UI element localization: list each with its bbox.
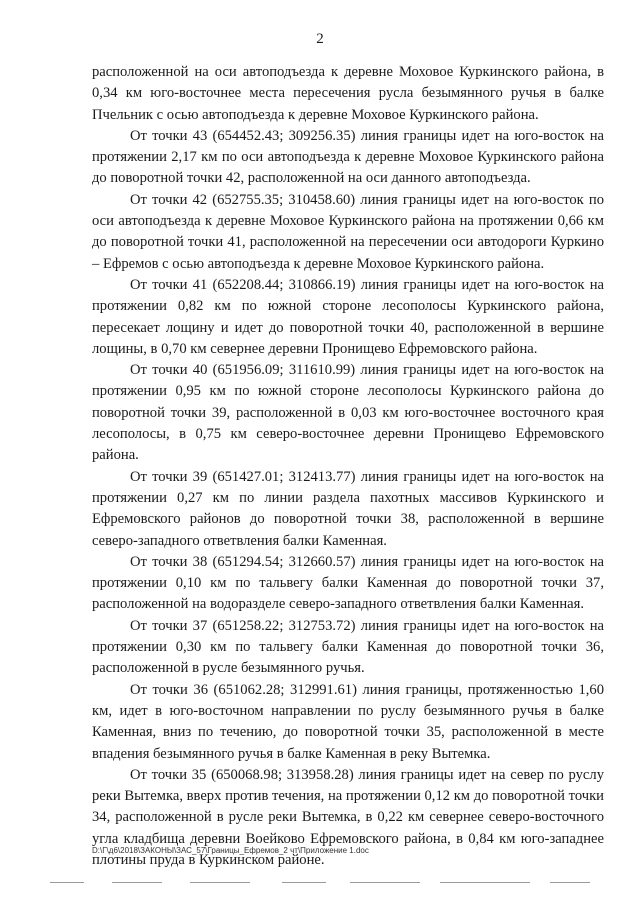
scan-mark [550,882,590,883]
scan-mark [440,882,530,883]
paragraph-point-36: От точки 36 (651062.28; 312991.61) линия границы, протяженностью 1,60 км, идет в юго-восточном направлении по руслу безымянного ручья в балке Каменная, вниз по течению, до поворотной точки 35, расположенной в месте впадения безымянного ручья в балке Каменная в реку Вытемка. [92,681,604,762]
scan-artifacts [20,880,620,886]
paragraph-point-42: От точки 42 (652755.35; 310458.60) линия границы идет на юго-восток по оси автоподъезда к деревне Моховое Куркинского района на протяжении 0,66 км до поворотной точки 41, расположенной на пересечении оси автодороги Куркино – Ефремов с осью автоподъезда к деревне Моховое Куркинского района. [92,191,604,272]
document-body [92,62,604,871]
paragraph-point-41: От точки 41 (652208.44; 310866.19) линия границы идет на юго-восток на протяжении 0,82 км по южной стороне лесополосы Куркинского района, пересекает лощину и идет до поворотной точки 40, расположенной в вершине лощины, в 0,70 км севернее деревни Пронищево Ефремовского района. [92,276,604,357]
scan-mark [350,882,420,883]
scan-mark [190,882,250,883]
paragraph-point-39: От точки 39 (651427.01; 312413.77) линия границы идет на юго-восток на протяжении 0,27 км по линии раздела пахотных массивов Куркинского и Ефремовского районов до поворотной точки 38, расположенной в вершине северо-западного ответвления балки Каменная. [92,468,604,549]
scan-mark [112,882,162,883]
paragraph-point-35: От точки 35 (650068.98; 313958.28) линия границы идет на север по руслу реки Вытемка, вверх против течения, на протяжении 0,12 км до поворотной точки 34, расположенной в русле реки Вытемка, в 0,22 км севернее северо-восточного угла кладбища деревни Воейково Ефремовского района, в 0,84 км юго-западнее плотины пруда в Куркинском районе. [92,766,604,868]
paragraph-point-43: От точки 43 (654452.43; 309256.35) линия границы идет на юго-восток на протяжении 2,17 км по оси автоподъезда к деревне Моховое Куркинского района до поворотной точки 42, расположенной на оси данного автоподъезда. [92,127,604,187]
paragraph-point-37: От точки 37 (651258.22; 312753.72) линия границы идет на юго-восток на протяжении 0,30 км по тальвегу балки Каменная до поворотной точки 36, расположенной в русле безымянного ручья. [92,617,604,677]
paragraph-continuation: расположенной на оси автоподъезда к деревне Моховое Куркинского района, в 0,34 км юго-восточнее места пересечения русла безымянного ручья в балке Пчельник с осью автоподъезда к деревне Моховое Куркинского района. [92,64,604,123]
scan-mark [50,882,84,883]
paragraph-point-40: От точки 40 (651956.09; 311610.99) линия границы идет на юго-восток на протяжении 0,95 км по южной стороне лесополосы Куркинского района до поворотной точки 39, расположенной в 0,03 км юго-восточнее восточного края лесополосы, в 0,75 км северо-восточнее деревни Пронищево Ефремовского района. [92,362,604,464]
page-number: 2 [316,31,324,47]
footer-file-path: D:\Г\д6\2018\ЗАКОНЫ\ЗАС_57\Границы_Ефремов_2 чт\Приложение 1.doc [92,846,369,855]
scan-mark [282,882,326,883]
paragraph-point-38: От точки 38 (651294.54; 312660.57) линия границы идет на юго-восток на протяжении 0,10 км по тальвегу балки Каменная до поворотной точки 37, расположенной на водоразделе северо-западного ответвления балки Каменная. [92,553,604,613]
